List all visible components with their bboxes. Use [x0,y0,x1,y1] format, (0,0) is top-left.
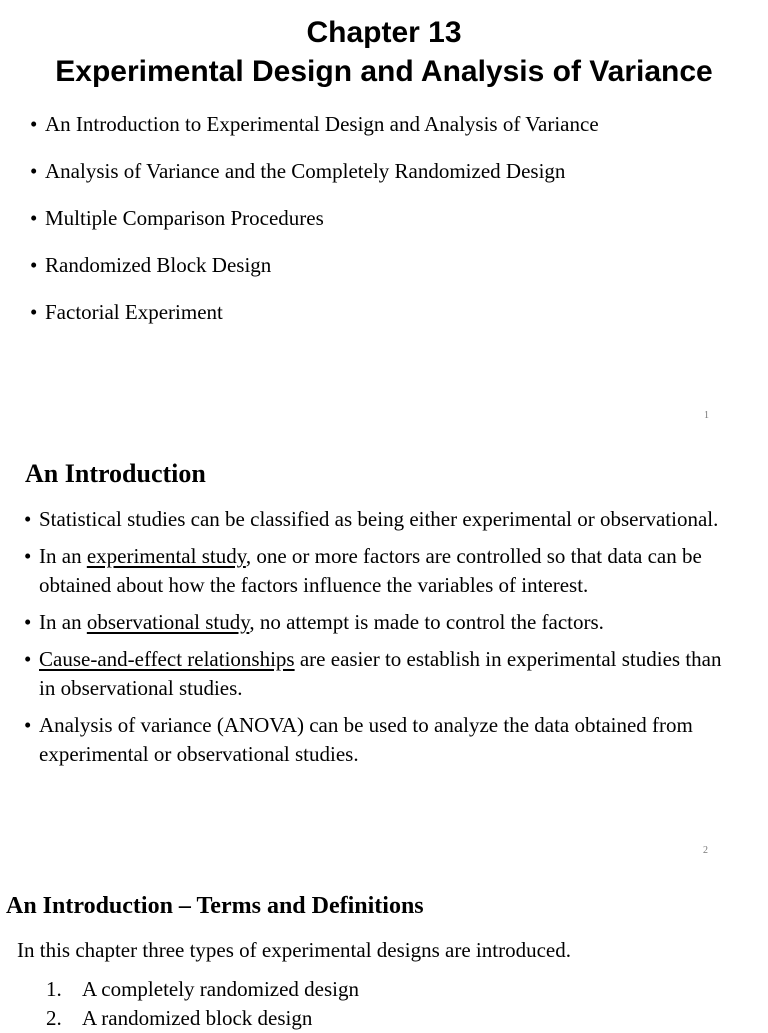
section-title: An Introduction [25,459,206,488]
list-item: • Randomized Block Design [30,253,272,277]
list-item: • Statistical studies can be classified as being either experimental or observational. [24,505,740,534]
term-cause-and-effect: Cause-and-effect relationships [39,647,295,671]
bullet-icon: • [24,507,32,531]
page-number: 1 [704,410,709,421]
design-types-list [46,975,359,1033]
intro-paragraph: In this chapter three types of experimental designs are introduced. [17,938,571,962]
page-number: 2 [703,845,708,856]
bullet-icon: • [24,544,32,568]
introduction-bullets [24,505,740,777]
item-number: 2. [46,1006,62,1030]
term-experimental-study: experimental study [86,544,246,568]
bullet-icon: • [30,300,38,324]
list-item: • Factorial Experiment [30,300,223,324]
term-observational-study: observational study [86,610,250,634]
list-item: 1. A completely randomized design [46,977,360,1001]
bullet-icon: • [30,112,38,136]
item-number: 1. [46,977,62,1001]
list-item: • In an observational study, no attempt is made to control the factors. [24,608,740,637]
list-item: • Cause-and-effect relationships are easier to establish in experimental studies than in observational studies. [24,647,722,700]
bullet-icon: • [24,713,32,737]
chapter-title: Experimental Design and Analysis of Variance [55,55,713,88]
chapter-heading: Chapter 13 [306,16,462,49]
list-item: • In an experimental study, one or more factors are controlled so that data can be obtained about how the factors influence the variables of interest. [24,544,702,597]
bullet-icon: • [24,610,32,634]
bullet-icon: • [30,206,38,230]
list-item: • An Introduction to Experimental Design and Analysis of Variance [30,112,599,136]
bullet-icon: • [30,159,38,183]
bullet-icon: • [24,647,32,671]
section-title: An Introduction – Terms and Definitions [6,893,424,919]
bullet-icon: • [30,253,38,277]
list-item: 2. A randomized block design [46,1006,313,1030]
list-item: • Analysis of variance (ANOVA) can be used to analyze the data obtained from experimental or observational studies. [24,713,693,766]
list-item: • Multiple Comparison Procedures [30,206,324,230]
chapter-topics-list [30,110,599,345]
list-item: • Analysis of Variance and the Completely Randomized Design [30,159,566,183]
